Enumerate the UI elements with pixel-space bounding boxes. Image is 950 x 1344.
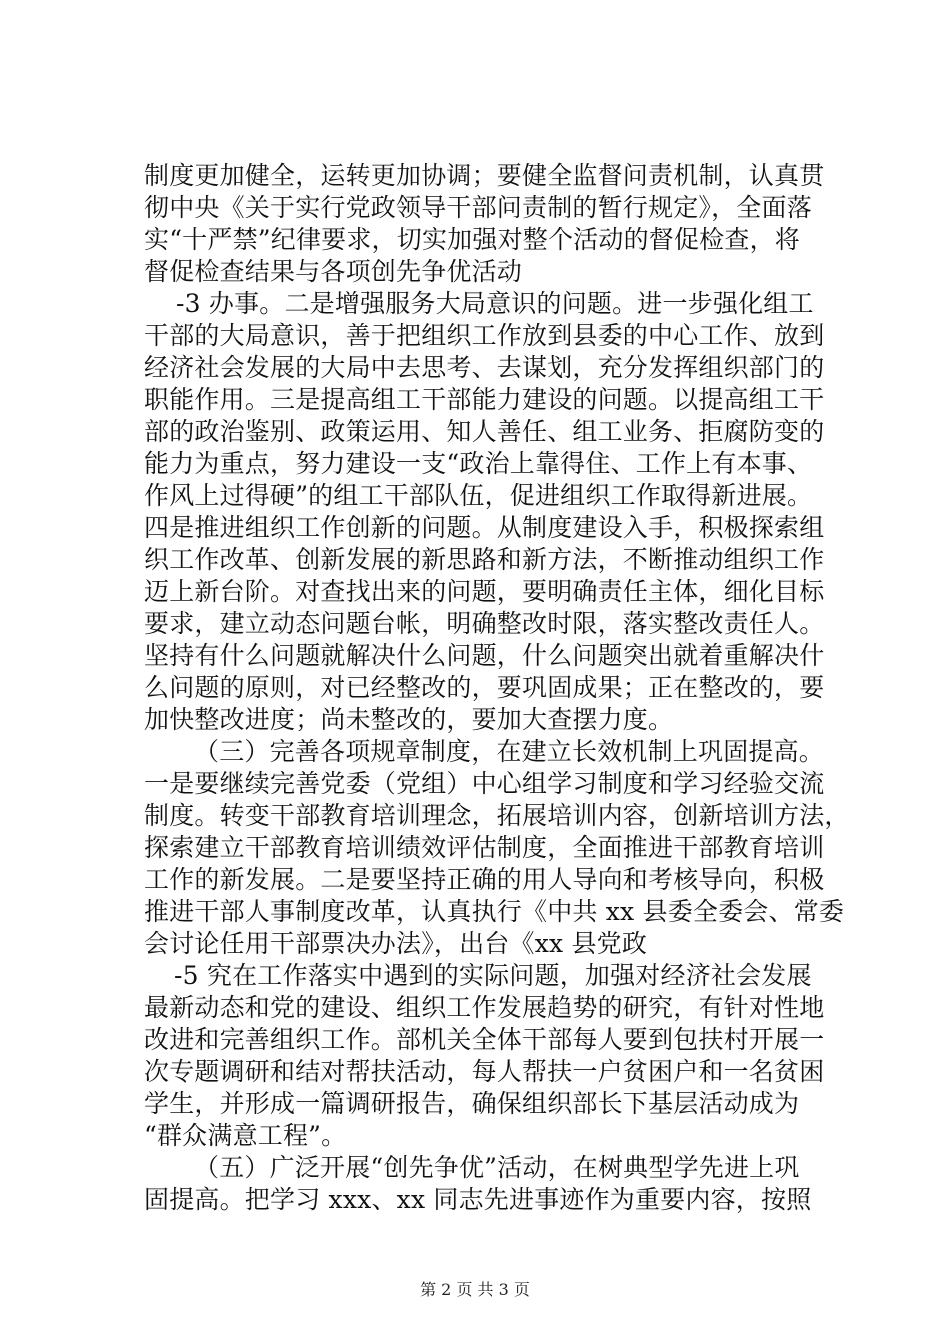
text-line: 坚持有什么问题就解决什么问题，什么问题突出就着重解决什 [144,641,825,670]
text-line: 织工作改革、创新发展的新思路和新方法，不断推动组织工作 [144,545,825,574]
text-line: 作风上过得硬”的组工干部队伍，促进组织工作取得新进展。 [144,481,813,510]
text-line: 迈上新台阶。对查找出来的问题，要明确责任主体，细化目标 [144,577,825,606]
text-line: 能力为重点，努力建设一支“政治上靠得住、工作上有本事、 [144,449,813,478]
text-line: 固提高。把学习 xxx、xx 同志先进事迹作为重要内容，按照 [144,1185,812,1214]
text-line: 经济社会发展的大局中去思考、去谋划，充分发挥组织部门的 [144,353,825,382]
text-line: 彻中央《关于实行党政领导干部问责制的暂行规定》，全面落 [144,193,812,222]
text-line: 学生，并形成一篇调研报告，确保组织部长下基层活动成为 [144,1089,800,1118]
text-line: 次专题调研和结对帮扶活动，每人帮扶一户贫困户和一名贫困 [144,1057,825,1086]
section-heading-line: （三）完善各项规章制度，在建立长效机制上巩固提高。 [194,737,825,766]
text-line: “群众满意工程”。 [144,1121,347,1150]
text-line: -5 究在工作落实中遇到的实际问题，加强对经济社会发展 [174,961,812,990]
text-line: 会讨论任用干部票决办法》，出台《xx 县党政 [144,929,648,958]
section-heading-line: （五）广泛开展“创先争优”活动，在树典型学先进上巩 [194,1153,800,1182]
text-line: 四是推进组织工作创新的问题。从制度建设入手，积极探索组 [144,513,825,542]
page-number-footer: 第 2 页 共 3 页 [420,1280,530,1299]
text-line: 一是要继续完善党委（党组）中心组学习制度和学习经验交流 [144,769,825,798]
document-body [144,160,850,1216]
text-line: 督促检查结果与各项创先争优活动 [144,257,523,286]
text-line: 工作的新发展。二是要坚持正确的用人导向和考核导向，积极 [144,865,825,894]
text-line: 要求，建立动态问题台帐，明确整改时限，落实整改责任人。 [144,609,825,638]
text-line: 么问题的原则，对已经整改的，要巩固成果；正在整改的，要 [144,673,825,702]
text-line: 实“十严禁”纪律要求，切实加强对整个活动的督促检查，将 [144,225,800,254]
text-line: 干部的大局意识，善于把组织工作放到县委的中心工作、放到 [144,321,825,350]
text-line: 制度。转变干部教育培训理念，拓展培训内容，创新培训方法， [144,801,850,830]
text-line: 部的政治鉴别、政策运用、知人善任、组工业务、拒腐防变的 [144,417,825,446]
text-line: 改进和完善组织工作。部机关全体干部每人要到包扶村开展一 [144,1025,825,1054]
text-line: 推进干部人事制度改革，认真执行《中共 xx 县委全委会、常委 [144,897,845,926]
text-line: 加快整改进度；尚未整改的，要加大查摆力度。 [144,705,674,734]
text-line: 最新动态和党的建设、组织工作发展趋势的研究，有针对性地 [144,993,825,1022]
text-line: 制度更加健全，运转更加协调；要健全监督问责机制，认真贯 [144,161,825,190]
text-line: -3 办事。二是增强服务大局意识的问题。进一步强化组工 [176,289,814,318]
text-line: 探索建立干部教育培训绩效评估制度，全面推进干部教育培训 [144,833,825,862]
text-line: 职能作用。三是提高组工干部能力建设的问题。以提高组工干 [144,385,825,414]
